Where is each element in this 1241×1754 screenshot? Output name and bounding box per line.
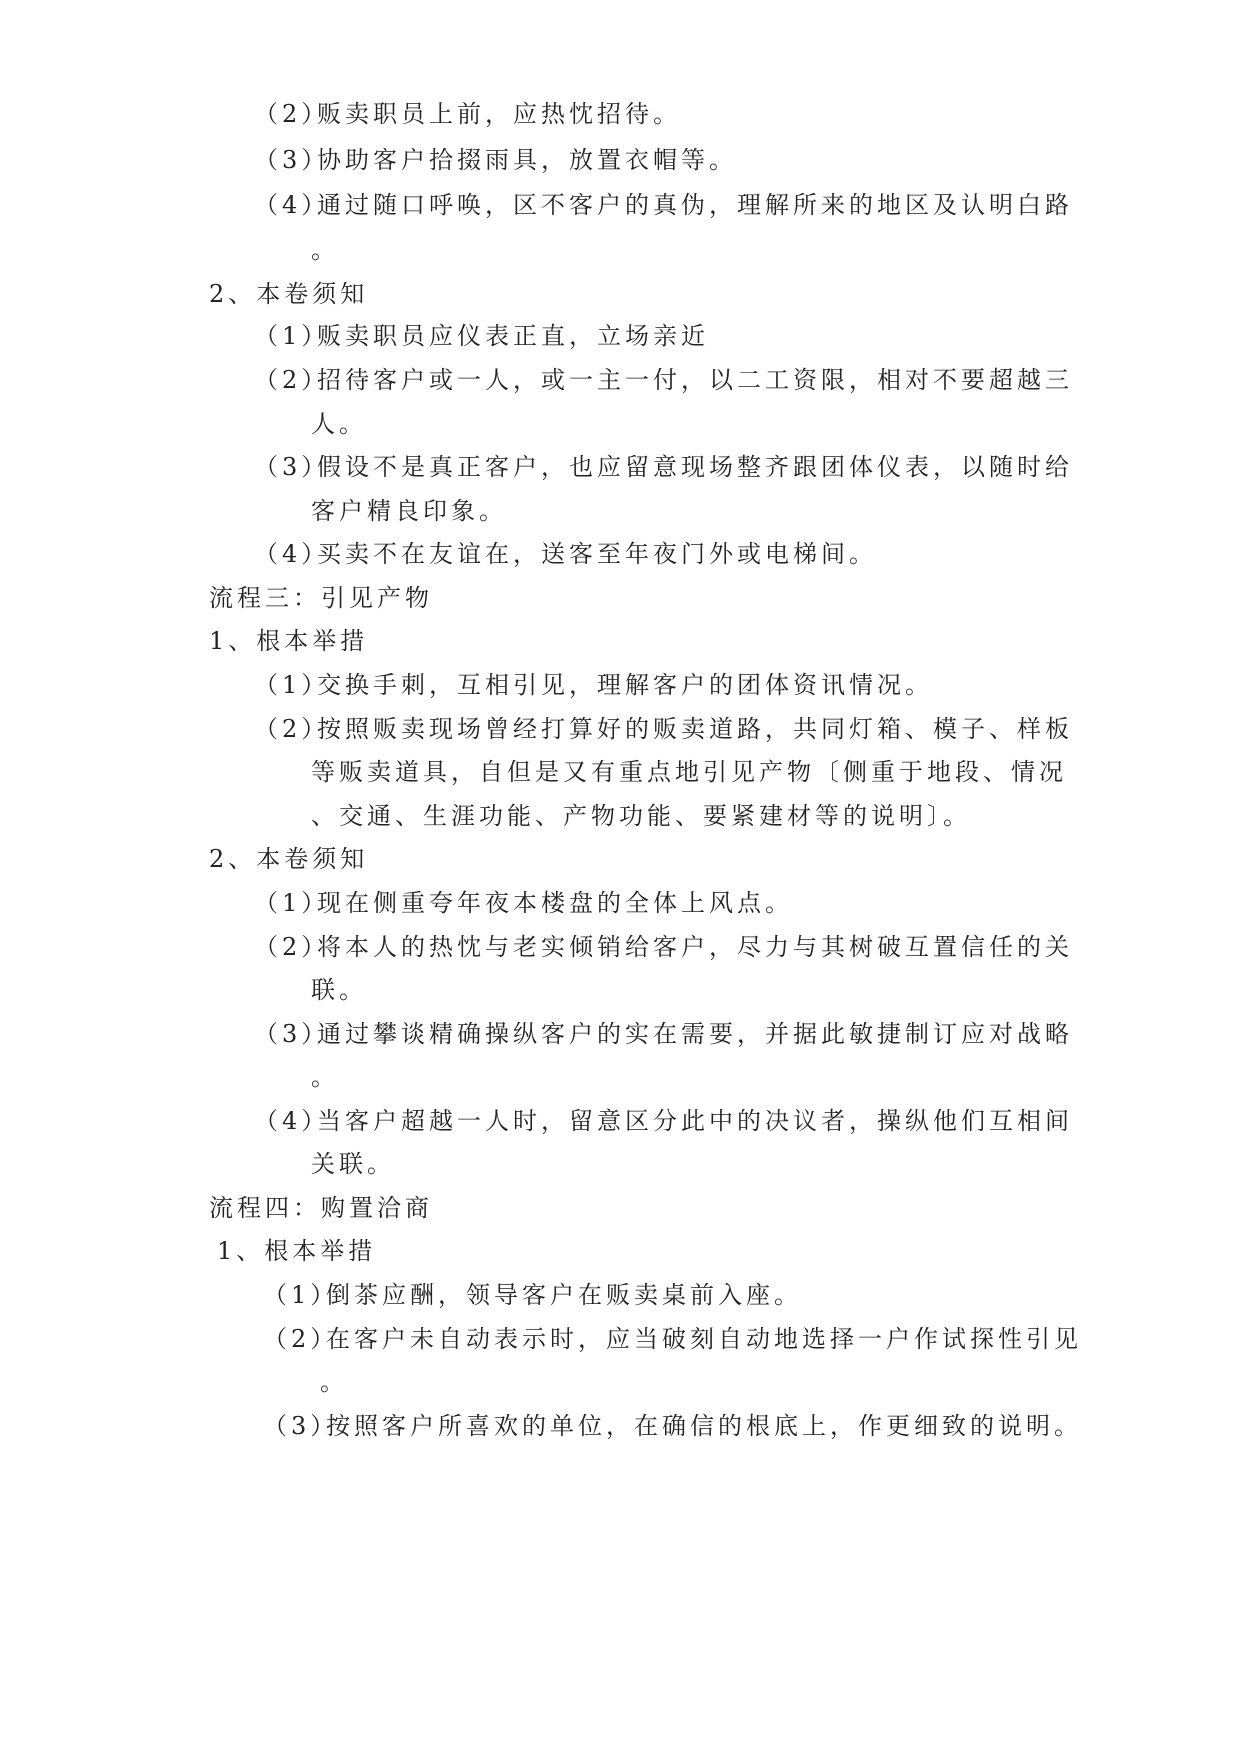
item-text: 招待客户或一人，或一主一付，以二工资限，相对不要超越三 bbox=[317, 366, 1073, 394]
item-number: （2） bbox=[254, 715, 330, 743]
item-number: （3） bbox=[254, 453, 330, 481]
heading-text: 1、根本举措 bbox=[209, 627, 369, 655]
item-number: （3） bbox=[254, 146, 330, 174]
item-number: （3） bbox=[254, 1020, 330, 1048]
item-number: （1） bbox=[263, 1281, 339, 1309]
item-number: （3） bbox=[263, 1412, 339, 1440]
item-text: 客户精良印象。 bbox=[311, 497, 507, 525]
item-text: 假设不是真正客户，也应留意现场整齐跟团体仪表，以随时给 bbox=[317, 453, 1073, 481]
item-text: 按照客户所喜欢的单位，在确信的根底上，作更细致的说明。 bbox=[326, 1412, 1082, 1440]
item-text: 协助客户拾掇雨具，放置衣帽等。 bbox=[317, 146, 737, 174]
item-number: （1） bbox=[254, 322, 330, 350]
item-text: 按照贩卖现场曾经打算好的贩卖道路，共同灯箱、模子、样板 bbox=[317, 715, 1073, 743]
item-number: （2） bbox=[254, 100, 330, 128]
heading-text: 2、本卷须知 bbox=[209, 280, 369, 308]
item-text: 买卖不在友谊在，送客至年夜门外或电梯间。 bbox=[317, 540, 877, 568]
item-text: 当客户超越一人时，留意区分此中的决议者，操纵他们互相间 bbox=[317, 1107, 1073, 1135]
item-text: 交换手刺，互相引见，理解客户的团体资讯情况。 bbox=[317, 671, 933, 699]
item-text: 人。 bbox=[311, 410, 367, 438]
item-text: 倒茶应酬，领导客户在贩卖桌前入座。 bbox=[326, 1281, 802, 1309]
item-text: 关联。 bbox=[311, 1150, 395, 1178]
item-text: 等贩卖道具，自但是又有重点地引见产物〔侧重于地段、情况 bbox=[311, 758, 1067, 786]
heading-text: 1、根本举措 bbox=[217, 1237, 377, 1265]
item-number: （4） bbox=[254, 540, 330, 568]
item-text: 。 bbox=[320, 1368, 348, 1396]
item-text: 贩卖职员应仪表正直，立场亲近 bbox=[317, 322, 709, 350]
item-text: 现在侧重夸年夜本楼盘的全体上风点。 bbox=[317, 889, 793, 917]
item-text: 将本人的热忱与老实倾销给客户，尽力与其树破互置信任的关 bbox=[317, 933, 1073, 961]
item-number: （2） bbox=[254, 366, 330, 394]
item-text: 联。 bbox=[311, 976, 367, 1004]
item-text: 。 bbox=[311, 236, 339, 264]
item-text: 通过攀谈精确操纵客户的实在需要，并据此敏捷制订应对战略 bbox=[317, 1020, 1073, 1048]
item-text: 、交通、生涯功能、产物功能、要紧建材等的说明〕。 bbox=[311, 802, 971, 830]
item-text: 在客户未自动表示时，应当破刻自动地选择一户作试探性引见 bbox=[326, 1325, 1082, 1353]
item-number: （1） bbox=[254, 889, 330, 917]
item-text: 贩卖职员上前，应热忱招待。 bbox=[317, 100, 681, 128]
item-number: （4） bbox=[254, 191, 330, 219]
heading-text: 流程三：引见产物 bbox=[209, 584, 433, 612]
item-number: （1） bbox=[254, 671, 330, 699]
heading-text: 2、本卷须知 bbox=[209, 845, 369, 873]
heading-text: 流程四：购置洽商 bbox=[209, 1194, 433, 1222]
item-number: （2） bbox=[263, 1325, 339, 1353]
item-text: 通过随口呼唤，区不客户的真伪，理解所来的地区及认明白路 bbox=[317, 191, 1073, 219]
item-number: （2） bbox=[254, 933, 330, 961]
item-text: 。 bbox=[311, 1063, 339, 1091]
item-number: （4） bbox=[254, 1107, 330, 1135]
